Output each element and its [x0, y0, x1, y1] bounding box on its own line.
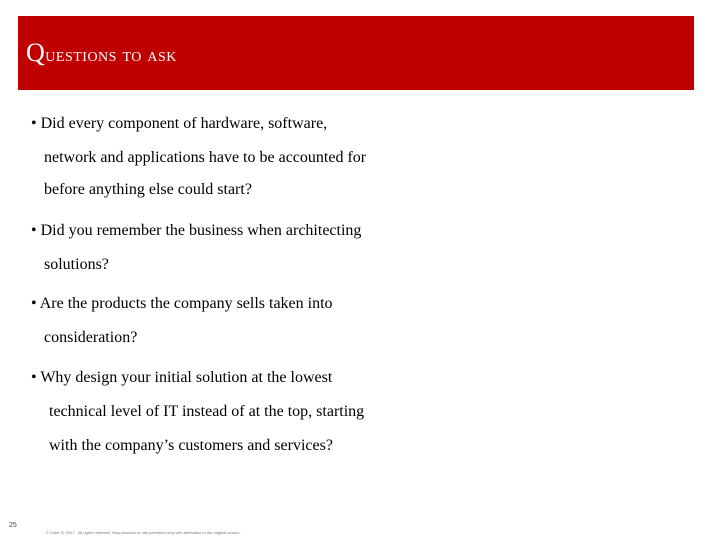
footer-note: © Cobit IC 2017 - All rights reserved. Reproduction or use permitted only with attribution to the original source. — [46, 530, 241, 535]
bullet-4-line-2: technical level of IT instead of at the top, starting — [49, 403, 365, 420]
page-number: 25 — [9, 522, 17, 529]
bullet-3-line-1 — [31, 296, 333, 312]
bullet-2-text-1: Did you remember the business when architecting — [40, 222, 362, 239]
bullet-1-line-2: network and applications have to be accounted for — [44, 149, 367, 166]
slide-title-initial: Q — [26, 38, 46, 67]
bullet-2-line-1 — [31, 223, 361, 239]
bullet-4-line-1 — [31, 370, 332, 386]
slide-title — [26, 40, 177, 66]
bullet-4-text-1: Why design your initial solution at the lowest — [40, 369, 333, 386]
bullet-4-line-3: with the company’s customers and services? — [49, 437, 333, 454]
slide-title-rest: uestions to ask — [45, 44, 177, 66]
bullet-1-text-1: Did every component of hardware, software, — [40, 115, 328, 132]
bullet-marker: • — [31, 115, 37, 132]
bullet-3-line-2: consideration? — [44, 329, 138, 346]
bullet-marker: • — [31, 295, 37, 312]
bullet-3-text-1: Are the products the company sells taken into — [39, 295, 333, 312]
bullet-2-line-2: solutions? — [44, 256, 109, 273]
bullet-marker: • — [31, 222, 37, 239]
bullet-1-line-1 — [31, 116, 327, 132]
bullet-1-line-3: before anything else could start? — [44, 181, 252, 198]
bullet-marker: • — [31, 369, 37, 386]
